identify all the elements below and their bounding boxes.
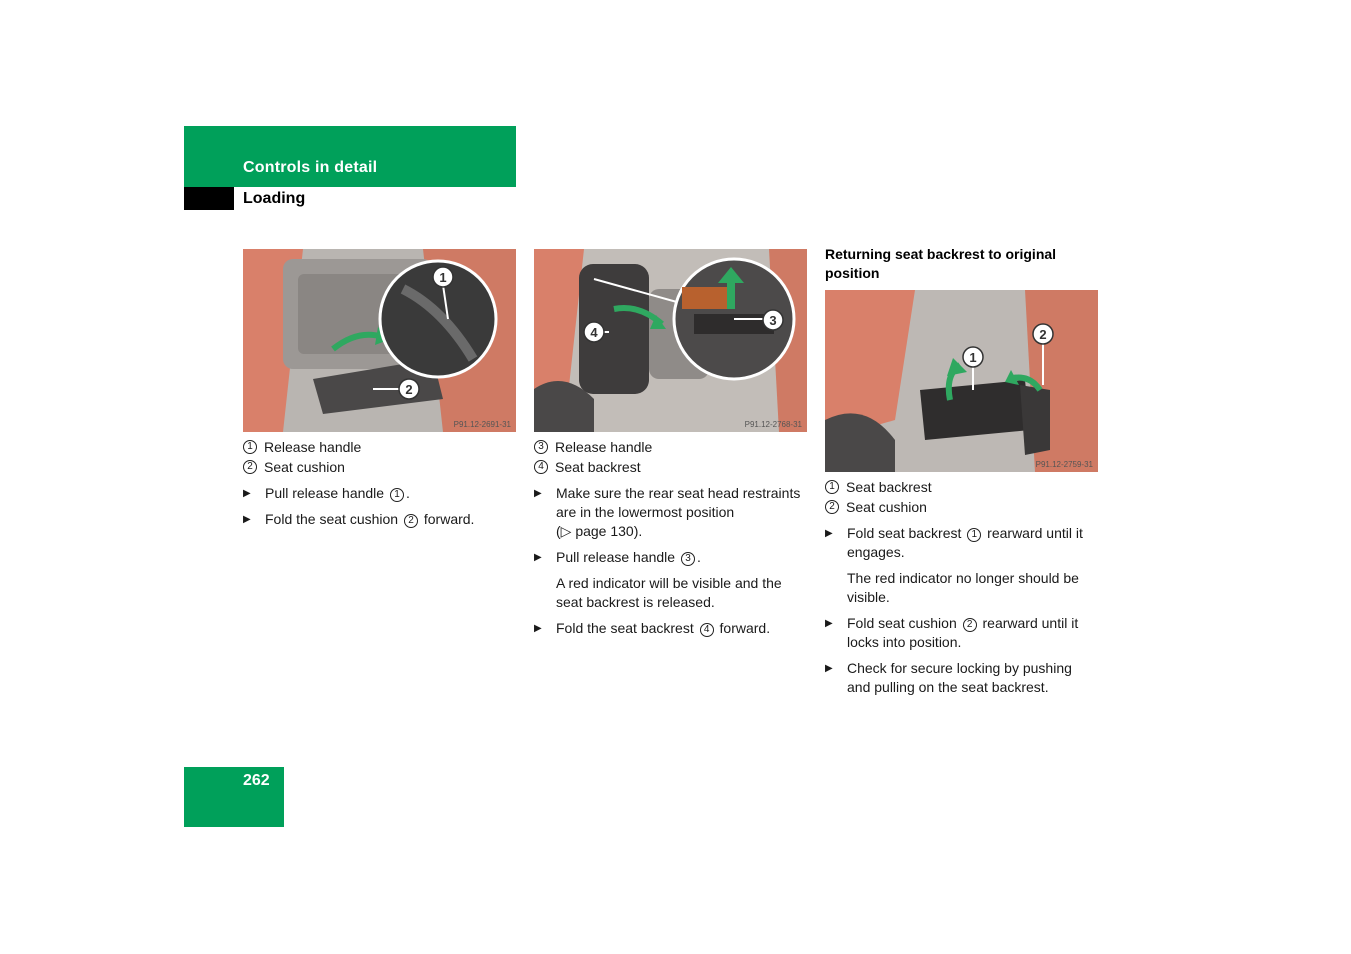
header-band (184, 126, 516, 187)
legend-item (825, 497, 1098, 517)
legend (825, 477, 1098, 517)
subsection-title: Loading (243, 190, 306, 207)
callout-4-label: 4 (590, 325, 598, 340)
callout-2-label: 2 (405, 382, 413, 397)
legend-item (243, 437, 516, 457)
legend (534, 437, 807, 477)
reference-number: 2 (963, 618, 977, 632)
reference-number: 1 (967, 528, 981, 542)
column-fold-cushion (243, 249, 516, 529)
legend-label: Seat backrest (555, 459, 641, 475)
figure-code: P91.12-2691-31 (453, 420, 511, 429)
legend-label: Seat backrest (846, 479, 932, 495)
legend-label: Seat cushion (846, 499, 927, 515)
legend-label: Release handle (555, 439, 653, 455)
figure-backrest-release (534, 249, 807, 432)
instruction-step: ▶ Fold the seat backrest 4 forward. (534, 620, 771, 636)
figure-code: P91.12-2768-31 (744, 420, 802, 429)
bullet-arrow-icon: ▶ (243, 488, 251, 499)
legend-number: 3 (534, 440, 548, 454)
callout-2-label: 2 (1039, 327, 1047, 342)
legend-item (243, 457, 516, 477)
bullet-arrow-icon: ▶ (825, 618, 833, 629)
page-number: 262 (243, 772, 270, 789)
bullet-arrow-icon: ▶ (534, 552, 542, 563)
instruction-step: ▶ Pull release handle 3 . (534, 549, 701, 565)
legend-number: 1 (243, 440, 257, 454)
instruction-step: ▶ Fold seat backrest 1 rearward until it engages. (825, 525, 1083, 560)
callout-3-label: 3 (769, 313, 777, 328)
bullet-arrow-icon: ▶ (825, 528, 833, 539)
result-note: The red indicator no longer should be visible. (847, 570, 1079, 605)
instruction-step: ▶ Make sure the rear seat head restraints are in the lowermost position (▷ page 130). (534, 485, 801, 539)
subsection-marker (184, 187, 234, 210)
bullet-arrow-icon: ▶ (534, 488, 542, 499)
bullet-arrow-icon: ▶ (534, 623, 542, 634)
legend-item (825, 477, 1098, 497)
legend (243, 437, 516, 477)
reference-number: 2 (404, 514, 418, 528)
legend-item (534, 457, 807, 477)
legend-number: 2 (243, 460, 257, 474)
legend-number: 2 (825, 500, 839, 514)
callout-1-label: 1 (969, 350, 977, 365)
instruction-step: ▶ Check for secure locking by pushing and pulling on the seat backrest. (825, 660, 1072, 695)
legend-label: Release handle (264, 439, 362, 455)
legend-number: 4 (534, 460, 548, 474)
bullet-arrow-icon: ▶ (825, 663, 833, 674)
callout-1-label: 1 (439, 270, 447, 285)
legend-item (534, 437, 807, 457)
instruction-step: ▶ Fold seat cushion 2 rearward until it locks into position. (825, 615, 1079, 650)
bullet-arrow-icon: ▶ (243, 514, 251, 525)
page-reference-link[interactable]: (▷ page 130). (556, 523, 643, 539)
instruction-step: ▶ Fold the seat cushion 2 forward. (243, 511, 475, 527)
legend-label: Seat cushion (264, 459, 345, 475)
column-return-backrest (825, 245, 1098, 697)
result-note: A red indicator will be visible and the seat backrest is released. (556, 575, 782, 610)
reference-number: 4 (700, 623, 714, 637)
figure-code: P91.12-2759-31 (1035, 460, 1093, 469)
legend-number: 1 (825, 480, 839, 494)
reference-number: 1 (390, 488, 404, 502)
instruction-step: ▶ Pull release handle 1 . (243, 485, 410, 501)
section-title: Controls in detail (243, 159, 378, 176)
reference-number: 3 (681, 552, 695, 566)
figure-seat-cushion-release (243, 249, 516, 432)
column-fold-backrest (534, 249, 807, 638)
figure-return-backrest (825, 290, 1098, 472)
column-heading: Returning seat backrest to original position (825, 246, 1057, 281)
